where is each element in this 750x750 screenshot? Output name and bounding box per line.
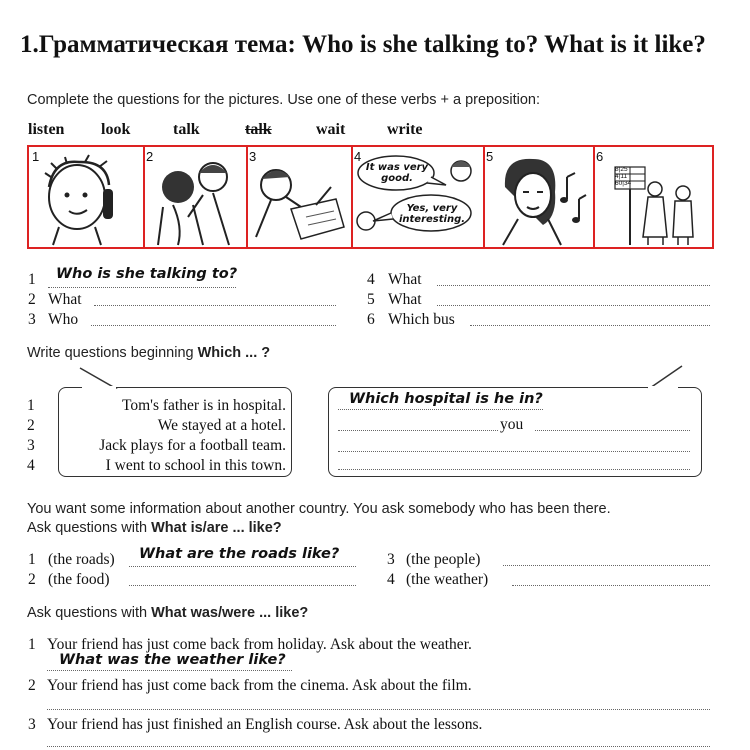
answer-line xyxy=(535,430,690,431)
bubble-tail xyxy=(70,366,120,390)
item-number: 1 xyxy=(28,636,36,653)
bus-timetable-sign: 8|25 4|11 60|34 xyxy=(615,166,632,187)
question-number: 4 xyxy=(367,271,375,288)
answer-line xyxy=(338,409,543,410)
item-number: 1 xyxy=(28,551,36,568)
answer-line xyxy=(437,285,710,286)
question-number: 1 xyxy=(28,271,36,288)
answer-line xyxy=(129,566,356,567)
answer-handwritten: What was the weather like? xyxy=(59,652,286,668)
question-number: 5 xyxy=(367,291,375,308)
answer-line xyxy=(47,670,292,671)
question-stem: What xyxy=(388,271,422,288)
picture-panel-1 xyxy=(29,147,145,247)
item-number: 2 xyxy=(28,571,36,588)
bubble-text-top: It was very good. xyxy=(365,162,429,184)
sentence-number: 2 xyxy=(27,417,35,434)
person-writing-icon xyxy=(246,147,349,247)
panel-number: 4 xyxy=(354,149,362,164)
item-prompt: (the weather) xyxy=(406,571,489,588)
section3-instruction: Ask questions with What is/are ... like? xyxy=(27,520,282,536)
question-stem: What xyxy=(388,291,422,308)
section2-instruction: Write questions beginning Which ... ? xyxy=(27,345,271,361)
sentence-text: Jack plays for a football team. xyxy=(99,437,286,454)
sentence-text: Tom's father is in hospital. xyxy=(121,397,286,414)
question-number: 6 xyxy=(367,311,375,328)
question-stem: What xyxy=(48,291,82,308)
question-stem: Which bus xyxy=(388,311,455,328)
answer-line xyxy=(470,325,710,326)
answer-line xyxy=(47,709,710,710)
sentence-text: We stayed at a hotel. xyxy=(157,417,286,434)
item-number: 2 xyxy=(28,677,36,694)
answer-line xyxy=(91,325,336,326)
sentence-number: 3 xyxy=(27,437,35,454)
answer-line xyxy=(47,746,710,747)
panel-number: 5 xyxy=(486,149,494,164)
item-prompt: (the roads) xyxy=(48,551,115,568)
picture-strip xyxy=(27,145,714,249)
verb-talk-crossed: talk xyxy=(245,121,272,138)
item-prompt: Your friend has just come back from holiday. Ask about the weather. xyxy=(47,636,472,653)
item-prompt: (the people) xyxy=(406,551,481,568)
panel-number: 1 xyxy=(32,149,40,164)
answer-line xyxy=(338,430,498,431)
woman-listening-music-icon xyxy=(483,147,591,247)
question-number: 2 xyxy=(28,291,36,308)
answer-line xyxy=(48,287,236,288)
picture-panel-3 xyxy=(246,147,353,247)
answer-line xyxy=(512,585,710,586)
answer-line xyxy=(94,305,336,306)
answer-handwritten: Which hospital is he in? xyxy=(349,391,543,407)
item-number: 4 xyxy=(387,571,395,588)
panel-number: 6 xyxy=(596,149,604,164)
answer-handwritten: Who is she talking to? xyxy=(56,266,238,282)
picture-panel-2 xyxy=(143,147,248,247)
verb-talk: talk xyxy=(173,121,200,138)
section3-intro: You want some information about another country. You ask somebody who has been there. xyxy=(27,501,611,517)
verb-listen: listen xyxy=(28,121,65,138)
panel-number: 3 xyxy=(249,149,257,164)
answer-handwritten: What are the roads like? xyxy=(139,546,340,562)
item-prompt: Your friend has just come back from the cinema. Ask about the film. xyxy=(47,677,472,694)
answer-line xyxy=(437,305,710,306)
bubble-text-bottom: Yes, very interesting. xyxy=(398,203,466,225)
verb-wait: wait xyxy=(316,121,346,138)
woman-on-phone-icon xyxy=(29,147,141,247)
picture-panel-6 xyxy=(593,147,712,247)
item-prompt: Your friend has just finished an English course. Ask about the lessons. xyxy=(47,716,483,733)
verb-look: look xyxy=(101,121,131,138)
people-looking-icon xyxy=(143,147,244,247)
item-number: 3 xyxy=(387,551,395,568)
answer-line xyxy=(129,585,356,586)
sentence-number: 1 xyxy=(27,397,35,414)
bus-stop-icon xyxy=(593,147,712,247)
picture-panel-5 xyxy=(483,147,595,247)
item-number: 3 xyxy=(28,716,36,733)
sentence-text: I went to school in this town. xyxy=(105,457,286,474)
answer-line xyxy=(338,451,690,452)
bubble-tail xyxy=(640,364,690,390)
section4-instruction: Ask questions with What was/were ... like? xyxy=(27,605,309,621)
question-stem: Who xyxy=(48,311,79,328)
section1-instruction: Complete the questions for the pictures. Use one of these verbs + a preposition: xyxy=(27,92,541,108)
answer-line xyxy=(503,565,710,566)
picture-panel-4 xyxy=(351,147,485,247)
answer-line xyxy=(338,469,690,470)
page-title: 1.Грамматическая тема: Who is she talking to? What is it like? xyxy=(20,31,706,58)
question-number: 3 xyxy=(28,311,36,328)
sentence-number: 4 xyxy=(27,457,35,474)
item-prompt: (the food) xyxy=(48,571,110,588)
verb-write: write xyxy=(387,121,423,138)
panel-number: 2 xyxy=(146,149,154,164)
you-word: you xyxy=(500,416,524,433)
